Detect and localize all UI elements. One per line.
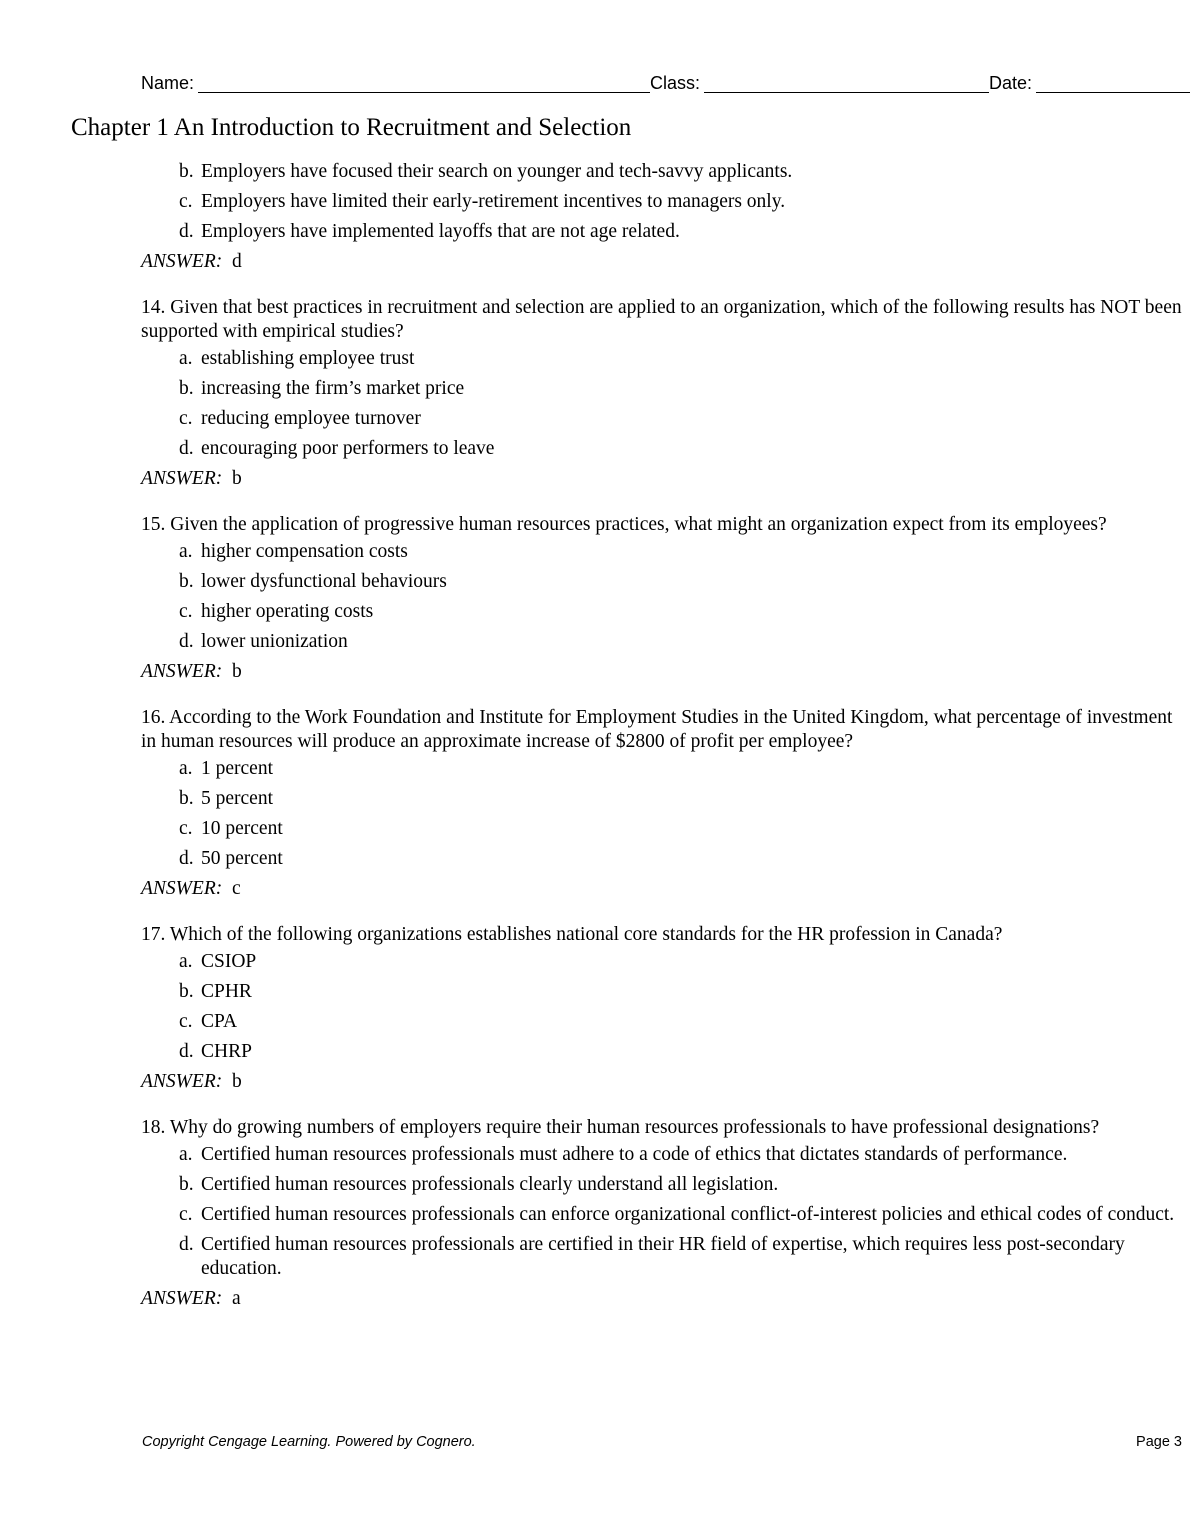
answer-label: ANSWER: [141,251,223,272]
question-14 [141,296,1190,491]
class-label: Class: [650,73,701,93]
question-text: 16. According to the Work Foundation and Institute for Employment Studies in the United Kingdom, what percentage of investment in human resources will produce an approximate increase of $2800 of profit per employee? [141,707,1173,752]
option-d: d. Employers have implemented layoffs that are not age related. [179,221,680,242]
option-c: c. reducing employee turnover [179,408,421,429]
student-info-header [141,72,1190,96]
answer-value: b [231,468,242,489]
answer-value: a [231,1288,241,1309]
page-number: Page 3 [1136,1434,1182,1450]
answer-line [141,1070,1190,1094]
answer-value: b [231,1071,242,1092]
name-blank-line [198,92,650,93]
option-c: c. Employers have limited their early-retirement incentives to managers only. [179,191,786,212]
option-c: c. CPA [179,1011,238,1032]
option-c: c. higher operating costs [179,601,374,622]
question-text: 17. Which of the following organizations establishes national core standards for the HR profession in Canada? [141,924,1003,945]
question-15 [141,513,1190,684]
date-blank-line [1036,92,1190,93]
option-a: a. establishing employee trust [179,348,415,369]
option-d: d. CHRP [179,1041,252,1062]
option-b: b. Certified human resources professionals clearly understand all legislation. [179,1174,779,1195]
answer-label: ANSWER: [141,661,223,682]
answer-value: b [231,661,242,682]
question-16 [141,706,1190,901]
answer-line [141,660,1190,684]
option-d: d. lower unionization [179,631,348,652]
answer-line [141,467,1190,491]
option-b: b. lower dysfunctional behaviours [179,571,447,592]
question-17 [141,923,1190,1094]
answer-value: d [231,251,242,272]
option-a: a. CSIOP [179,951,257,972]
question-text: 14. Given that best practices in recruitment and selection are applied to an organization, which of the following results has NOT been supported with empirical studies? [141,297,1182,342]
option-b: b. 5 percent [179,788,274,809]
option-a: a. Certified human resources professionals must adhere to a code of ethics that dictates standards of performance. [179,1144,1068,1165]
answer-line [141,250,1190,274]
answer-value: c [231,878,241,899]
answer-line [141,877,1190,901]
answer-label: ANSWER: [141,878,223,899]
answer-label: ANSWER: [141,468,223,489]
answer-label: ANSWER: [141,1288,223,1309]
option-d: d. encouraging poor performers to leave [179,438,495,459]
option-b: b. Employers have focused their search on younger and tech-savvy applicants. [179,161,793,182]
question-18 [141,1116,1190,1311]
option-c: c. 10 percent [179,818,283,839]
answer-label: ANSWER: [141,1071,223,1092]
class-blank-line [704,92,989,93]
option-a: a. 1 percent [179,758,274,779]
chapter-title: Chapter 1 An Introduction to Recruitment and Selection [71,114,632,141]
option-c: c. Certified human resources professionals can enforce organizational conflict-of-interest policies and ethical codes of conduct. [179,1204,1175,1225]
copyright-notice: Copyright Cengage Learning. Powered by Cognero. [142,1434,476,1450]
option-d: d. 50 percent [179,848,283,869]
option-b: b. increasing the firm’s market price [179,378,465,399]
option-b: b. CPHR [179,981,252,1002]
question-list [141,160,1190,1311]
option-a: a. higher compensation costs [179,541,408,562]
answer-line [141,1287,1190,1311]
name-label: Name: [141,73,195,93]
date-label: Date: [989,73,1033,93]
question-text: 15. Given the application of progressive human resources practices, what might an organization expect from its employees? [141,514,1107,535]
question-text: 18. Why do growing numbers of employers require their human resources professionals to have professional designations? [141,1117,1100,1138]
question-13-continued [141,160,1190,274]
option-d: d. Certified human resources professionals are certified in their HR field of expertise, which requires less post-secondary education. [179,1234,1125,1279]
